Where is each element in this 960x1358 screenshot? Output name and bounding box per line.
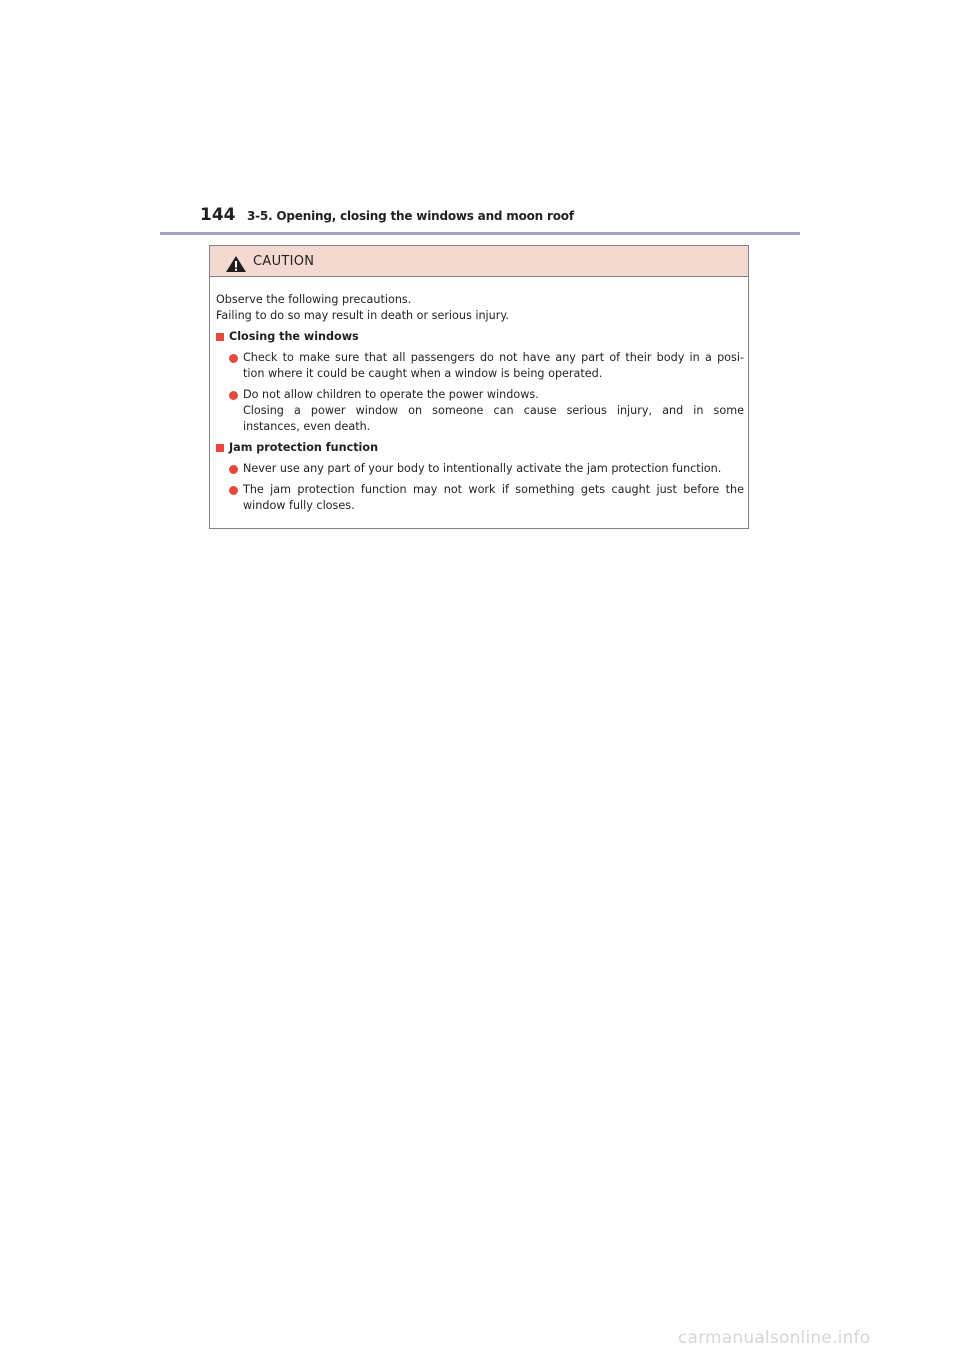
list-item bbox=[216, 350, 744, 382]
dot-bullet-icon bbox=[229, 465, 238, 474]
intro-line: Observe the following precautions. bbox=[216, 293, 412, 306]
subheading-label: Jam protection function bbox=[229, 441, 379, 454]
dot-bullet-icon bbox=[229, 391, 238, 400]
dot-bullet-icon bbox=[229, 354, 238, 363]
page-header bbox=[160, 204, 800, 234]
square-bullet-icon bbox=[216, 333, 224, 341]
list-item-line: The jam protection function may not work if something gets caught just before the bbox=[243, 483, 744, 496]
subheading-jam-protection bbox=[216, 440, 744, 456]
list-item bbox=[216, 461, 744, 477]
caution-body bbox=[216, 292, 744, 514]
header-rule bbox=[160, 232, 800, 235]
watermark: carmanualsonline.info bbox=[678, 1328, 871, 1348]
square-bullet-icon bbox=[216, 444, 224, 452]
list-item-line: Do not allow children to operate the power windows. bbox=[243, 388, 539, 401]
dot-bullet-icon bbox=[229, 486, 238, 495]
page-number: 144 bbox=[200, 205, 236, 225]
warning-triangle-icon bbox=[225, 255, 247, 273]
list-item-line: tion where it could be caught when a window is being operated. bbox=[243, 367, 603, 380]
caution-header bbox=[210, 246, 748, 277]
subheading-closing-windows bbox=[216, 329, 744, 345]
intro-line: Failing to do so may result in death or serious injury. bbox=[216, 309, 509, 322]
list-item-line: instances, even death. bbox=[243, 420, 371, 433]
list-item-line: Never use any part of your body to intentionally activate the jam protection function. bbox=[243, 462, 722, 475]
subheading-label: Closing the windows bbox=[229, 330, 359, 343]
list-item-line: Closing a power window on someone can cause serious injury, and in some bbox=[243, 404, 744, 417]
list-item bbox=[216, 387, 744, 435]
caution-title: CAUTION bbox=[253, 254, 315, 269]
caution-box bbox=[209, 245, 749, 529]
list-item-line: Check to make sure that all passengers do not have any part of their body in a posi- bbox=[243, 351, 744, 364]
list-item bbox=[216, 482, 744, 514]
list-item-line: window fully closes. bbox=[243, 499, 355, 512]
section-title: 3-5. Opening, closing the windows and moon roof bbox=[247, 209, 574, 223]
